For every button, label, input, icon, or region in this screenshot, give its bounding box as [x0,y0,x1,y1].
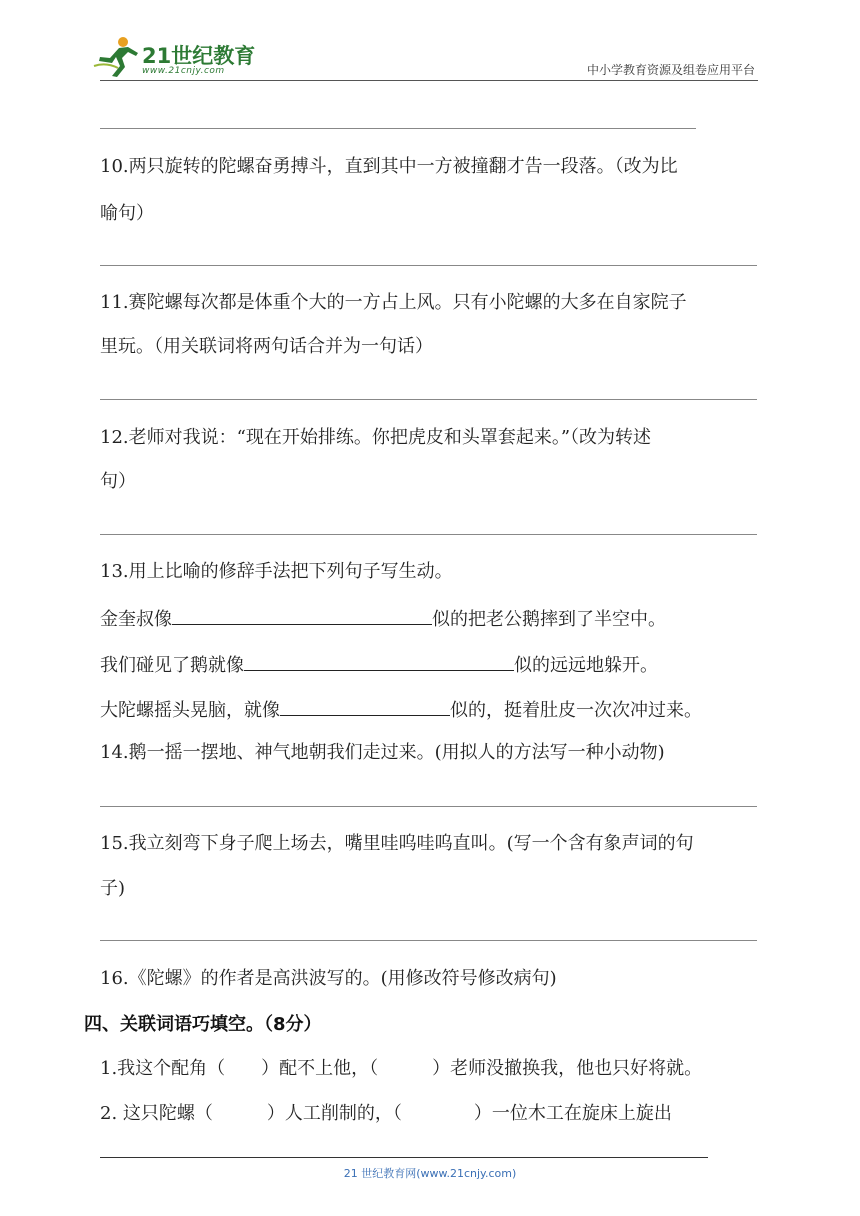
question-13-title: 13.用上比喻的修辞手法把下列句子写生动。 [100,561,453,582]
runner-logo-icon [92,36,142,78]
section-4-heading: 四、关联词语巧填空。（8分） [84,1014,322,1035]
answer-line [100,128,696,129]
answer-line [100,806,757,807]
answer-line [100,265,757,266]
item-a-prefix: 金奎叔像 [100,609,172,630]
item-a-suffix: 似的把老公鹅摔到了半空中。 [432,609,666,630]
item-c-suffix: 似的，挺着肚皮一次次冲过来。 [450,700,702,721]
logo [92,36,272,80]
logo-brand-text: 21世纪教育 [142,44,256,68]
question-10-line-1: 10.两只旋转的陀螺奋勇搏斗，直到其中一方被撞翻才告一段落。（改为比 [100,156,678,177]
question-16: 16.《陀螺》的作者是高洪波写的。(用修改符号修改病句) [100,968,557,989]
item-b-suffix: 似的远远地躲开。 [514,655,658,676]
footer-text: 21 世纪教育网(www.21cnjy.com) [343,1167,517,1180]
logo-url-text: www.21cnjy.com [142,66,225,76]
answer-line [100,399,757,400]
question-13-item-b [100,649,658,680]
question-11-line-2: 里玩。（用关联词将两句话合并为一句话） [100,336,433,357]
fill-blank[interactable] [244,649,514,671]
item-b-prefix: 我们碰见了鹅就像 [100,655,244,676]
answer-line [100,940,757,941]
header-divider [100,80,758,81]
fill-blank[interactable] [172,603,432,625]
fill-blank[interactable] [280,694,450,716]
question-14: 14.鹅一摇一摆地、神气地朝我们走过来。(用拟人的方法写一种小动物) [100,742,665,763]
section-4-item-2: 2. 这只陀螺（ ）人工削制的，（ ）一位木工在旋床上旋出 [100,1103,672,1124]
item-c-prefix: 大陀螺摇头晃脑，就像 [100,700,280,721]
question-10-line-2: 喻句） [100,203,154,224]
question-13-item-a [100,603,666,634]
question-12-line-1: 12.老师对我说：“现在开始排练。你把虎皮和头罩套起来。”（改为转述 [100,427,652,448]
question-12-line-2: 句） [100,471,136,492]
section-4-item-1: 1.我这个配角（ ）配不上他，（ ）老师没撤换我，他也只好将就。 [100,1058,703,1079]
page-header [0,0,860,90]
question-11-line-1: 11.赛陀螺每次都是体重个大的一方占上风。只有小陀螺的大多在自家院子 [100,292,687,313]
header-tagline: 中小学教育资源及组卷应用平台 [586,63,755,77]
question-15-line-2: 子) [100,878,126,899]
question-13-item-c [100,694,702,725]
answer-line [100,534,757,535]
question-15-line-1: 15.我立刻弯下身子爬上场去，嘴里哇呜哇呜直叫。(写一个含有象声词的句 [100,833,694,854]
footer-divider [100,1157,708,1158]
